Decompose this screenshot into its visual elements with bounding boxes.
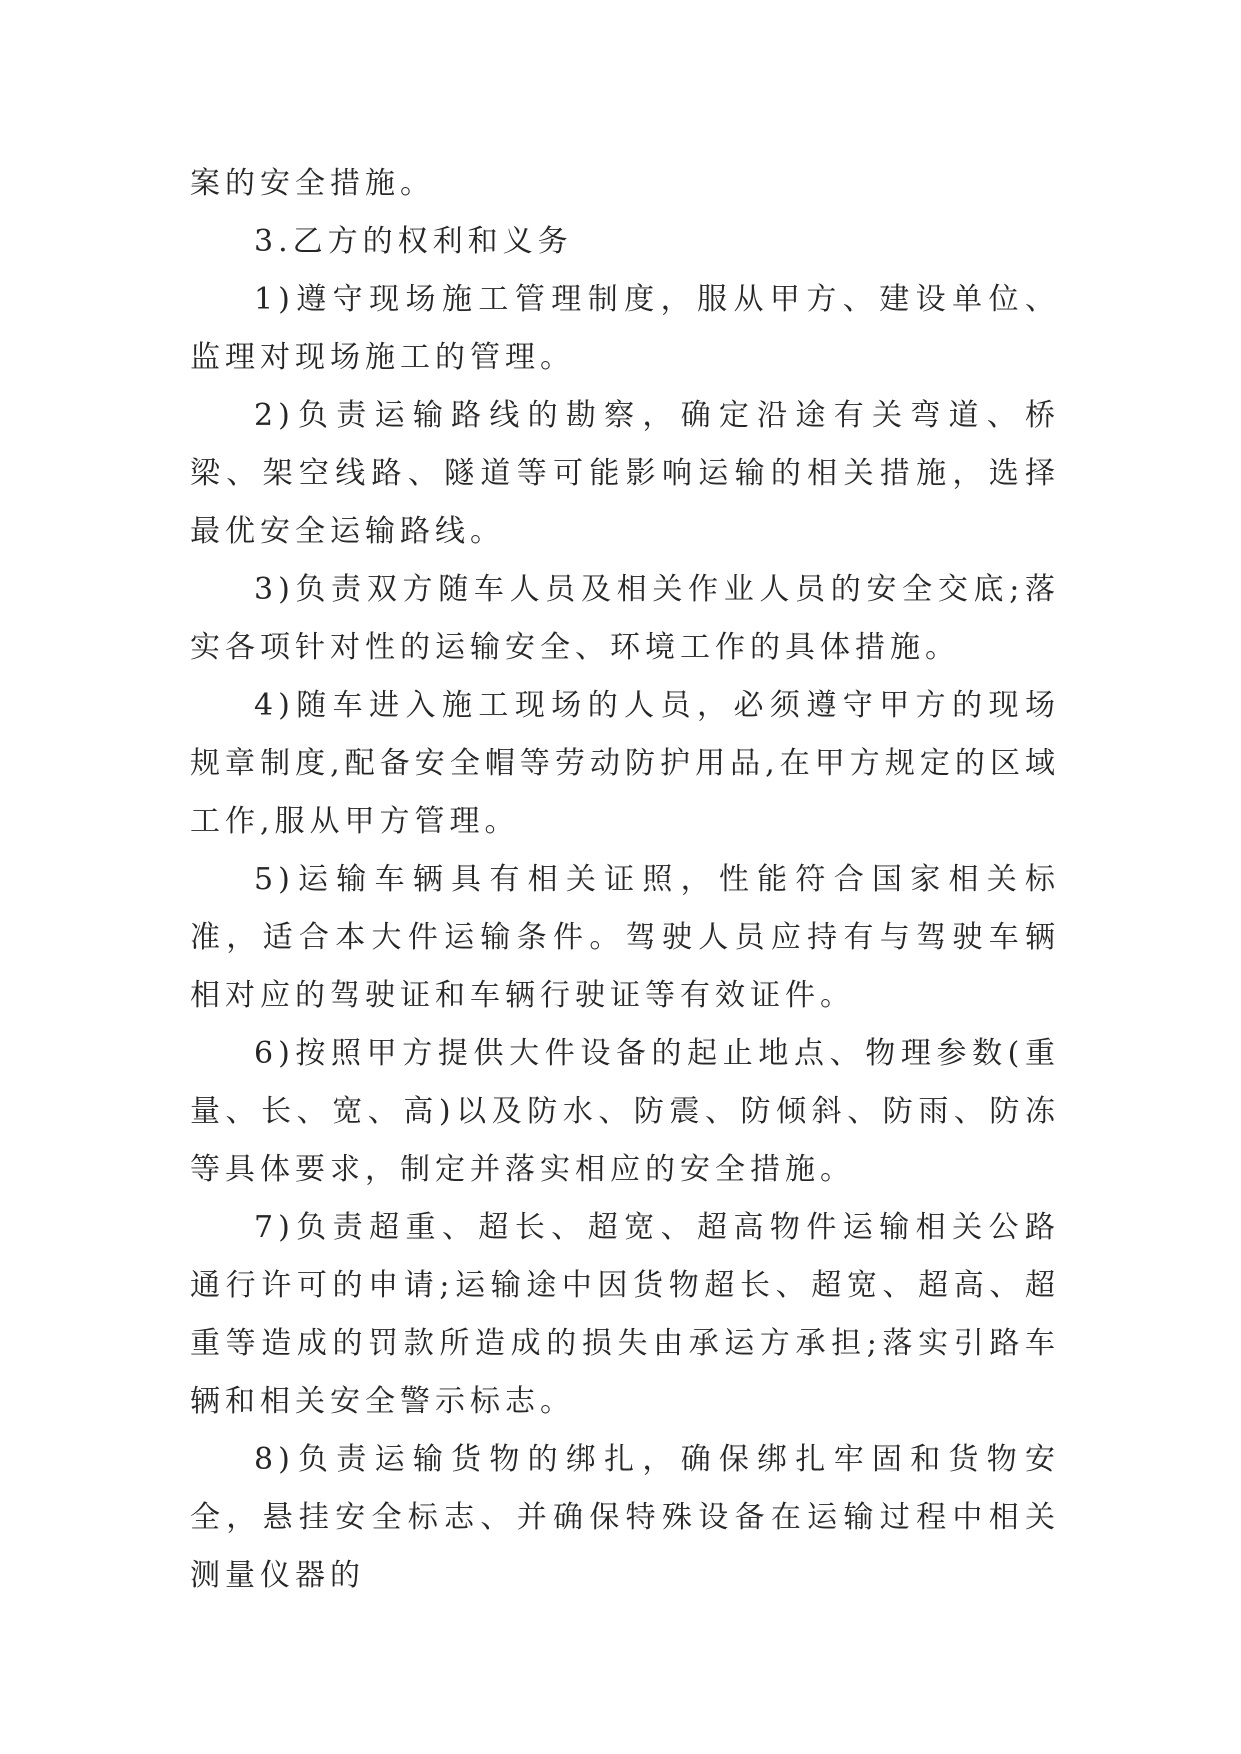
list-item-5: 5)运输车辆具有相关证照，性能符合国家相关标准，适合本大件运输条件。驾驶人员应持有与驾驶车辆相对应的驾驶证和车辆行驶证等有效证件。 [190, 862, 1060, 1013]
list-item-3: 3)负责双方随车人员及相关作业人员的安全交底;落实各项针对性的运输安全、环境工作的具体措施。 [190, 572, 1060, 665]
section-heading: 3.乙方的权利和义务 [254, 224, 573, 259]
list-item-7: 7)负责超重、超长、超宽、超高物件运输相关公路通行许可的申请;运输途中因货物超长、超宽、超高、超重等造成的罚款所造成的损失由承运方承担;落实引路车辆和相关安全警示标志。 [190, 1210, 1060, 1419]
list-item-2: 2)负责运输路线的勘察，确定沿途有关弯道、桥梁、架空线路、隧道等可能影响运输的相关措施，选择最优安全运输路线。 [190, 398, 1060, 549]
list-item-8: 8)负责运输货物的绑扎，确保绑扎牢固和货物安全，悬挂安全标志、并确保特殊设备在运输过程中相关测量仪器的 [190, 1442, 1060, 1593]
document-body [190, 155, 1060, 1605]
list-item-1: 1)遵守现场施工管理制度，服从甲方、建设单位、监理对现场施工的管理。 [190, 282, 1060, 375]
list-item-6: 6)按照甲方提供大件设备的起止地点、物理参数(重量、长、宽、高)以及防水、防震、防倾斜、防雨、防冻等具体要求，制定并落实相应的安全措施。 [190, 1036, 1060, 1187]
paragraph-continuation: 案的安全措施。 [190, 166, 435, 201]
list-item-4: 4)随车进入施工现场的人员，必须遵守甲方的现场规章制度,配备安全帽等劳动防护用品,在甲方规定的区域工作,服从甲方管理。 [190, 688, 1060, 839]
